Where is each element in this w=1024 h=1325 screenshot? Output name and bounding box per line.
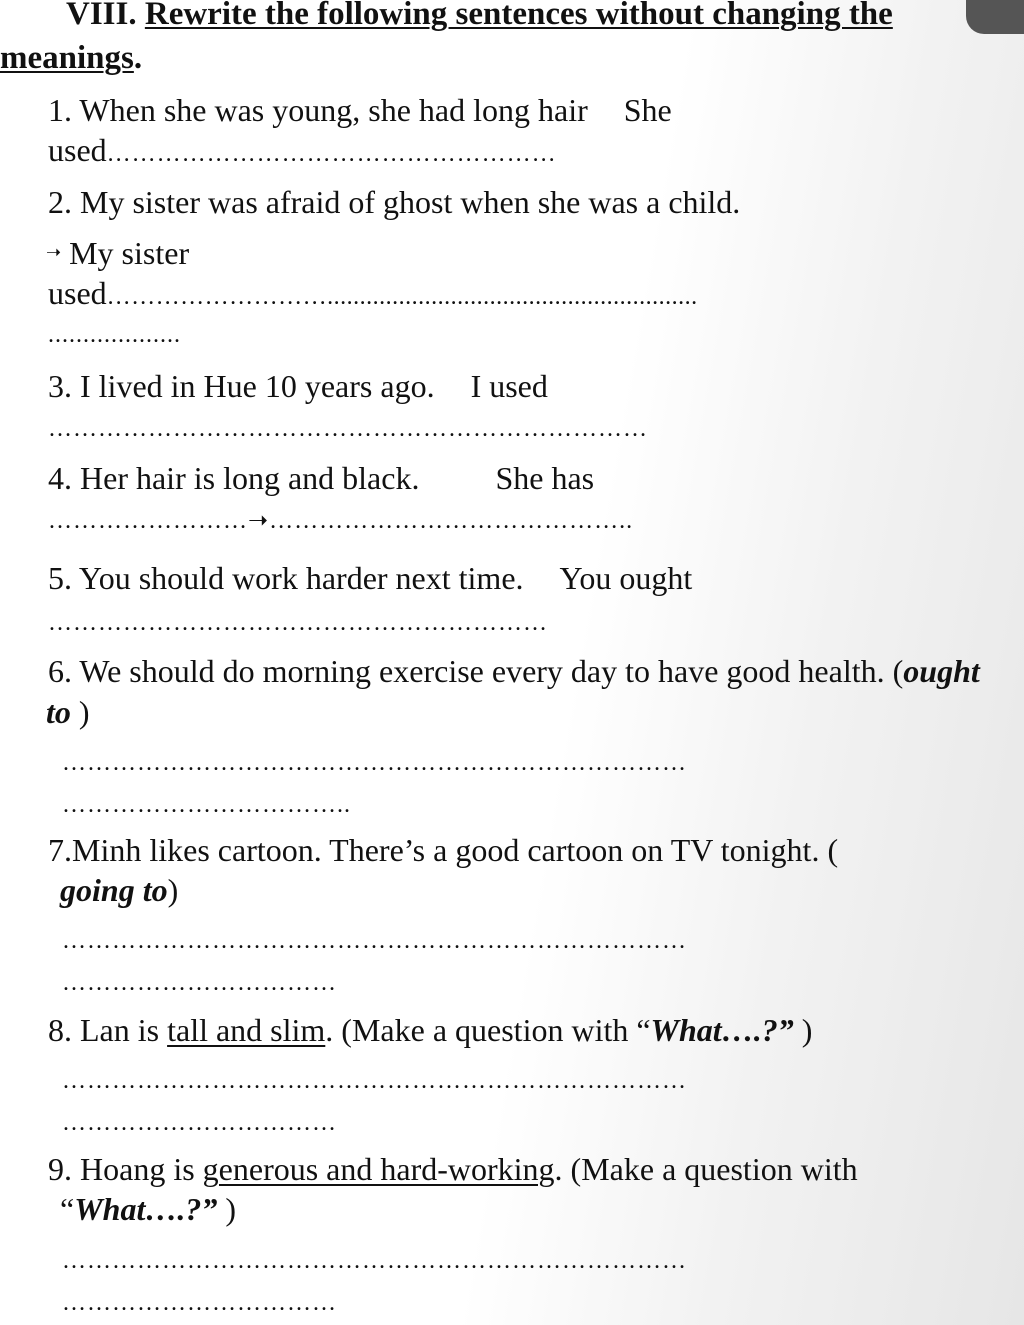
question-5-answer-dots[interactable]: …………………………………………………… bbox=[48, 610, 548, 636]
arrow-right-icon: ➝ bbox=[46, 242, 62, 262]
question-4-prompt: She has bbox=[495, 460, 595, 496]
question-6-hint: ought bbox=[903, 653, 980, 689]
question-3-answer-dots[interactable]: ……………………………………………………………… bbox=[48, 416, 648, 442]
question-6-answer-dots-2[interactable]: …………………………….. bbox=[62, 792, 351, 818]
question-9-underlined: generous and hard-working bbox=[202, 1151, 555, 1187]
question-7-hint: going to bbox=[60, 872, 168, 908]
question-5-text: 5. You should work harder next time. bbox=[48, 560, 524, 596]
top-right-dark-overlay bbox=[966, 0, 1024, 34]
question-8-hint: What….?” bbox=[650, 1012, 794, 1048]
question-7 bbox=[48, 830, 838, 870]
question-1-dots: ……………………………………………… bbox=[106, 141, 557, 167]
question-8 bbox=[48, 1010, 812, 1050]
question-4-text: 4. Her hair is long and black. bbox=[48, 460, 420, 496]
question-7-answer-dots-2[interactable]: …………………………… bbox=[62, 970, 337, 996]
question-1 bbox=[48, 90, 672, 130]
question-8-underlined: tall and slim bbox=[167, 1012, 326, 1048]
question-1-answer-line[interactable] bbox=[48, 130, 557, 174]
question-7-answer-dots-1[interactable]: ………………………………………………………………… bbox=[62, 928, 687, 954]
question-8-close: ) bbox=[801, 1012, 813, 1048]
section-title: Rewrite the following sentences without changing the bbox=[144, 0, 893, 32]
section-title-period: . bbox=[133, 40, 143, 76]
question-9-open-quote: “ bbox=[60, 1191, 75, 1227]
question-9-cont bbox=[60, 1189, 236, 1229]
question-2-used: used bbox=[48, 275, 107, 311]
question-8-answer-dots-2[interactable]: …………………………… bbox=[62, 1110, 337, 1136]
question-6-hint-cont: to bbox=[46, 694, 71, 730]
question-3-prompt: I used bbox=[470, 368, 548, 404]
question-2-prompt-line bbox=[46, 233, 189, 278]
section-title-cont: meanings bbox=[0, 40, 134, 76]
question-7-close: ) bbox=[167, 872, 179, 908]
question-4 bbox=[48, 458, 594, 498]
question-8-pre: 8. Lan is bbox=[48, 1012, 160, 1048]
question-6 bbox=[48, 651, 980, 691]
question-9-answer-dots-1[interactable]: ………………………………………………………………… bbox=[62, 1248, 687, 1274]
section-heading-cont bbox=[0, 38, 142, 78]
section-heading bbox=[66, 0, 893, 34]
question-7-text: 7.Minh likes cartoon. There’s a good cartoon on TV tonight. ( bbox=[48, 832, 839, 868]
question-1-used: used bbox=[48, 132, 107, 168]
question-2-dots-cont[interactable]: ................... bbox=[48, 322, 181, 348]
question-1-text: 1. When she was young, she had long hair bbox=[48, 92, 588, 128]
question-5 bbox=[48, 558, 692, 598]
question-1-prompt: She bbox=[623, 92, 672, 128]
question-6-close: ) bbox=[78, 694, 90, 730]
question-3 bbox=[48, 366, 548, 406]
question-2-text: 2. My sister was afraid of ghost when she was a child. bbox=[48, 184, 741, 220]
question-9 bbox=[48, 1149, 858, 1189]
question-8-post: . (Make a question with “ bbox=[325, 1012, 651, 1048]
question-2-answer-line[interactable] bbox=[48, 273, 698, 317]
question-4-answer-dots[interactable]: ……………………➝…………………………………….. bbox=[48, 508, 634, 534]
question-3-text: 3. I lived in Hue 10 years ago. bbox=[48, 368, 435, 404]
question-2-prompt: My sister bbox=[69, 235, 190, 271]
question-6-cont bbox=[46, 692, 90, 732]
question-6-text: 6. We should do morning exercise every day to have good health. ( bbox=[48, 653, 904, 689]
question-9-pre: 9. Hoang is bbox=[48, 1151, 195, 1187]
question-8-answer-dots-1[interactable]: ………………………………………………………………… bbox=[62, 1068, 687, 1094]
question-9-close: ) bbox=[225, 1191, 236, 1227]
question-7-cont bbox=[60, 870, 178, 910]
section-number: VIII. bbox=[66, 0, 137, 32]
question-2-dots: ………………………......................................................... bbox=[106, 284, 698, 310]
question-5-prompt: You ought bbox=[559, 560, 693, 596]
question-9-post: . (Make a question with bbox=[554, 1151, 858, 1187]
question-6-answer-dots-1[interactable]: ………………………………………………………………… bbox=[62, 750, 687, 776]
question-9-answer-dots-2[interactable]: …………………………… bbox=[62, 1290, 337, 1316]
question-9-hint: What….?” bbox=[74, 1191, 218, 1227]
